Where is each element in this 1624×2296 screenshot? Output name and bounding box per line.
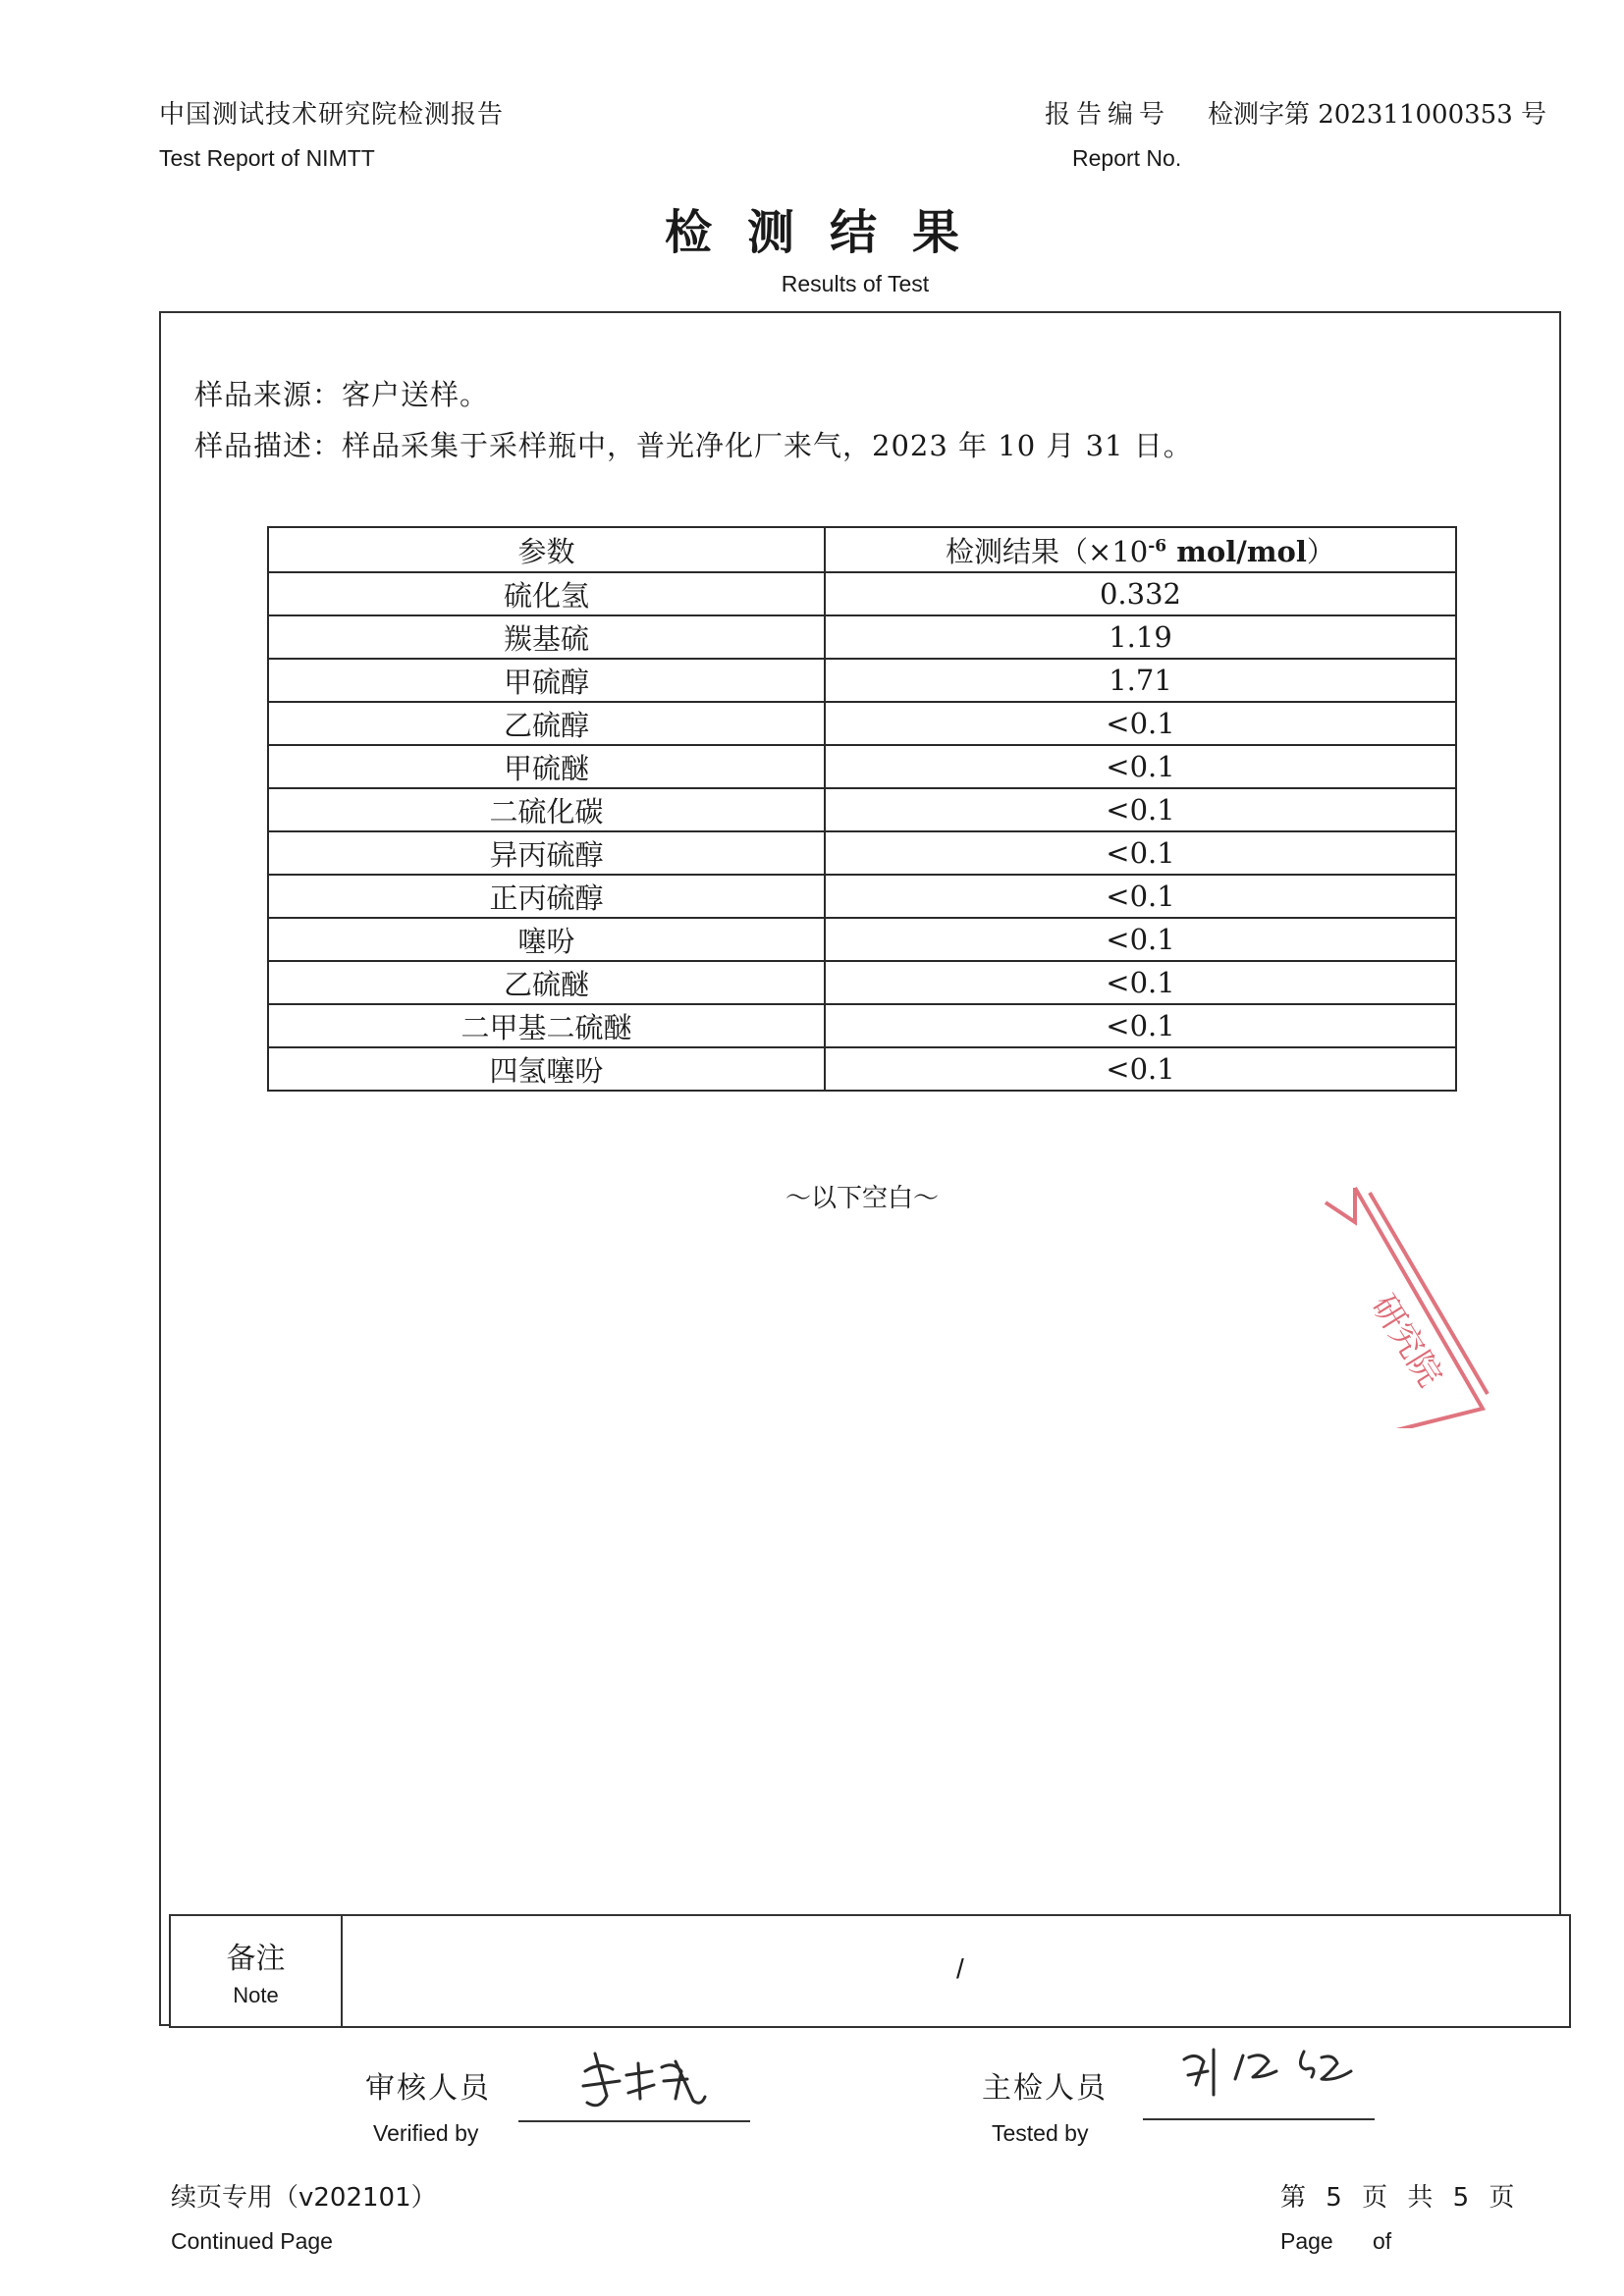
page-title: 检测结果 bbox=[664, 205, 995, 260]
tester-label-en: Tested by bbox=[992, 2120, 1089, 2146]
header-result bbox=[825, 527, 1456, 572]
param-cell: 羰基硫 bbox=[268, 615, 825, 659]
table-row bbox=[268, 961, 1456, 1004]
param-cell: 噻吩 bbox=[268, 918, 825, 961]
notes-value: / bbox=[956, 1953, 964, 1984]
value-cell: <0.1 bbox=[825, 875, 1456, 918]
verifier-signature-line bbox=[518, 2120, 750, 2122]
table-row bbox=[268, 831, 1456, 875]
table-row bbox=[268, 875, 1456, 918]
value-cell: <0.1 bbox=[825, 1004, 1456, 1047]
table-row bbox=[268, 572, 1456, 615]
continued-page-cn: 续页专用（v202101） bbox=[171, 2183, 437, 2213]
seal-stamp-icon bbox=[1316, 1183, 1551, 1428]
table-row bbox=[268, 1004, 1456, 1047]
value-cell: 0.332 bbox=[825, 572, 1456, 615]
report-no-value: 检测字第 202311000353 号 bbox=[1208, 100, 1547, 130]
notes-label-en: Note bbox=[233, 1983, 279, 2007]
page-subtitle: Results of Test bbox=[781, 271, 930, 296]
verifier-signature bbox=[566, 2042, 713, 2120]
header-result-unit: mol/mol bbox=[1166, 534, 1307, 568]
blank-below-note: ～以下空白～ bbox=[785, 1184, 939, 1213]
sample-description: 样品描述：样品采集于采样瓶中，普光净化厂来气，2023 年 10 月 31 日。 bbox=[194, 429, 1193, 462]
table-row bbox=[268, 702, 1456, 745]
table-header-row bbox=[268, 527, 1456, 572]
continued-page-en: Continued Page bbox=[171, 2228, 333, 2254]
param-cell: 甲硫醚 bbox=[268, 745, 825, 788]
table-row bbox=[268, 788, 1456, 831]
report-no-label: 报告编号 bbox=[1045, 100, 1171, 130]
param-cell: 四氢噻吩 bbox=[268, 1047, 825, 1091]
notes-label-cn: 备注 bbox=[226, 1942, 286, 1976]
value-cell: 1.71 bbox=[825, 659, 1456, 702]
header-result-suffix: ） bbox=[1306, 534, 1335, 568]
header-result-exp: -6 bbox=[1148, 535, 1167, 556]
param-cell: 正丙硫醇 bbox=[268, 875, 825, 918]
verifier-label-en: Verified by bbox=[373, 2120, 479, 2146]
table-row bbox=[268, 745, 1456, 788]
results-table bbox=[267, 526, 1457, 1092]
org-title-en: Test Report of NIMTT bbox=[159, 145, 375, 171]
sample-source: 样品来源：客户送样。 bbox=[194, 378, 490, 411]
param-cell: 二甲基二硫醚 bbox=[268, 1004, 825, 1047]
page-number-en-page: Page bbox=[1280, 2228, 1333, 2254]
tester-signature bbox=[1174, 2038, 1371, 2107]
value-cell: 1.19 bbox=[825, 615, 1456, 659]
org-title-cn: 中国测试技术研究院检测报告 bbox=[159, 100, 505, 130]
value-cell: <0.1 bbox=[825, 1047, 1456, 1091]
header-param: 参数 bbox=[268, 527, 825, 572]
tester-signature-line bbox=[1143, 2118, 1375, 2120]
verifier-label-cn: 审核人员 bbox=[365, 2071, 491, 2106]
param-cell: 乙硫醚 bbox=[268, 961, 825, 1004]
param-cell: 硫化氢 bbox=[268, 572, 825, 615]
value-cell: <0.1 bbox=[825, 745, 1456, 788]
param-cell: 二硫化碳 bbox=[268, 788, 825, 831]
param-cell: 异丙硫醇 bbox=[268, 831, 825, 875]
table-row bbox=[268, 1047, 1456, 1091]
table-row bbox=[268, 659, 1456, 702]
param-cell: 乙硫醇 bbox=[268, 702, 825, 745]
value-cell: <0.1 bbox=[825, 831, 1456, 875]
value-cell: <0.1 bbox=[825, 961, 1456, 1004]
notes-label-cell bbox=[171, 1916, 343, 2026]
seal-stamp-text: 研究院 bbox=[1363, 1288, 1450, 1394]
value-cell: <0.1 bbox=[825, 918, 1456, 961]
value-cell: <0.1 bbox=[825, 788, 1456, 831]
notes-row bbox=[169, 1914, 1571, 2028]
report-no-en: Report No. bbox=[1072, 145, 1182, 171]
page-number-en-of: of bbox=[1373, 2228, 1392, 2254]
page-number-cn: 第 5 页 共 5 页 bbox=[1280, 2183, 1521, 2213]
header-result-prefix: 检测结果（×10 bbox=[946, 534, 1149, 568]
table-row bbox=[268, 615, 1456, 659]
param-cell: 甲硫醇 bbox=[268, 659, 825, 702]
value-cell: <0.1 bbox=[825, 702, 1456, 745]
table-row bbox=[268, 918, 1456, 961]
tester-label-cn: 主检人员 bbox=[982, 2071, 1108, 2106]
